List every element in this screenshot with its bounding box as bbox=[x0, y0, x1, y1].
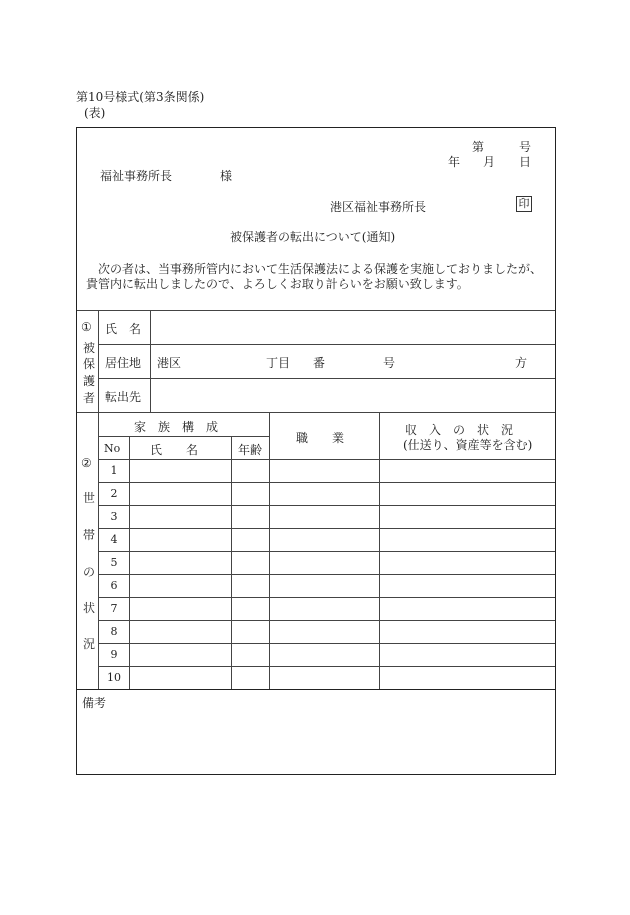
number-suffix: 号 bbox=[519, 140, 532, 154]
col-job: 職 業 bbox=[296, 431, 345, 445]
section1-char-4: 者 bbox=[82, 391, 95, 405]
addressee: 福祉事務所長 bbox=[100, 169, 173, 183]
date-year: 年 bbox=[448, 155, 461, 169]
section2-char-2: 帯 bbox=[82, 528, 95, 542]
section2-char-3: の bbox=[82, 565, 95, 579]
section1-marker: ① bbox=[81, 320, 92, 334]
date-month: 月 bbox=[483, 155, 496, 169]
row-number: 8 bbox=[110, 625, 118, 638]
family-header: 家 族 構 成 bbox=[134, 420, 219, 434]
col-no: No bbox=[104, 442, 121, 455]
body-line-2: 貴管内に転出しましたので、よろしくお取り計らいをお願い致します。 bbox=[86, 277, 469, 291]
remarks-label: 備考 bbox=[82, 696, 107, 710]
ban-label: 番 bbox=[313, 356, 326, 370]
notice-title: 被保護者の転出について(通知) bbox=[230, 230, 396, 244]
col-income: 収 入 の 状 況 bbox=[405, 423, 514, 437]
row-number: 6 bbox=[110, 579, 118, 592]
residence-label: 居住地 bbox=[105, 356, 142, 370]
row-number: 10 bbox=[107, 671, 121, 684]
section1-char-1: 被 bbox=[82, 341, 95, 355]
row-number: 4 bbox=[110, 533, 118, 546]
row-number: 2 bbox=[110, 487, 118, 500]
section2-char-5: 況 bbox=[82, 637, 95, 651]
kata-label: 方 bbox=[515, 356, 528, 370]
honorific: 様 bbox=[220, 169, 233, 183]
col-age: 年齢 bbox=[238, 443, 263, 457]
row-number: 9 bbox=[110, 648, 118, 661]
row-number: 1 bbox=[110, 464, 118, 477]
body-line-1: 次の者は、当事務所管内において生活保護法による保護を実施しておりましたが、 bbox=[98, 262, 543, 276]
sender: 港区福祉事務所長 bbox=[330, 200, 427, 214]
chome-label: 丁目 bbox=[266, 356, 291, 370]
section1-char-2: 保 bbox=[82, 357, 95, 371]
name-label: 氏 名 bbox=[105, 322, 142, 336]
row-number: 5 bbox=[110, 556, 118, 569]
col-name: 氏 名 bbox=[150, 443, 199, 457]
number-label: 第 bbox=[472, 140, 485, 154]
form-side-label: (表) bbox=[84, 106, 106, 120]
section2-marker: ② bbox=[81, 456, 92, 470]
section2-char-1: 世 bbox=[82, 491, 95, 505]
section1-char-3: 護 bbox=[82, 374, 95, 388]
date-day: 日 bbox=[519, 155, 532, 169]
row-number: 7 bbox=[110, 602, 118, 615]
section2-char-4: 状 bbox=[82, 601, 95, 615]
col-income-note: (仕送り、資産等を含む) bbox=[403, 438, 533, 452]
seal-stamp: 印 bbox=[516, 196, 532, 212]
go-label: 号 bbox=[383, 356, 396, 370]
row-number: 3 bbox=[110, 510, 118, 523]
destination-label: 転出先 bbox=[105, 390, 142, 404]
residence-ward: 港区 bbox=[157, 356, 182, 370]
form-number: 第10号様式(第3条関係) bbox=[76, 90, 205, 104]
